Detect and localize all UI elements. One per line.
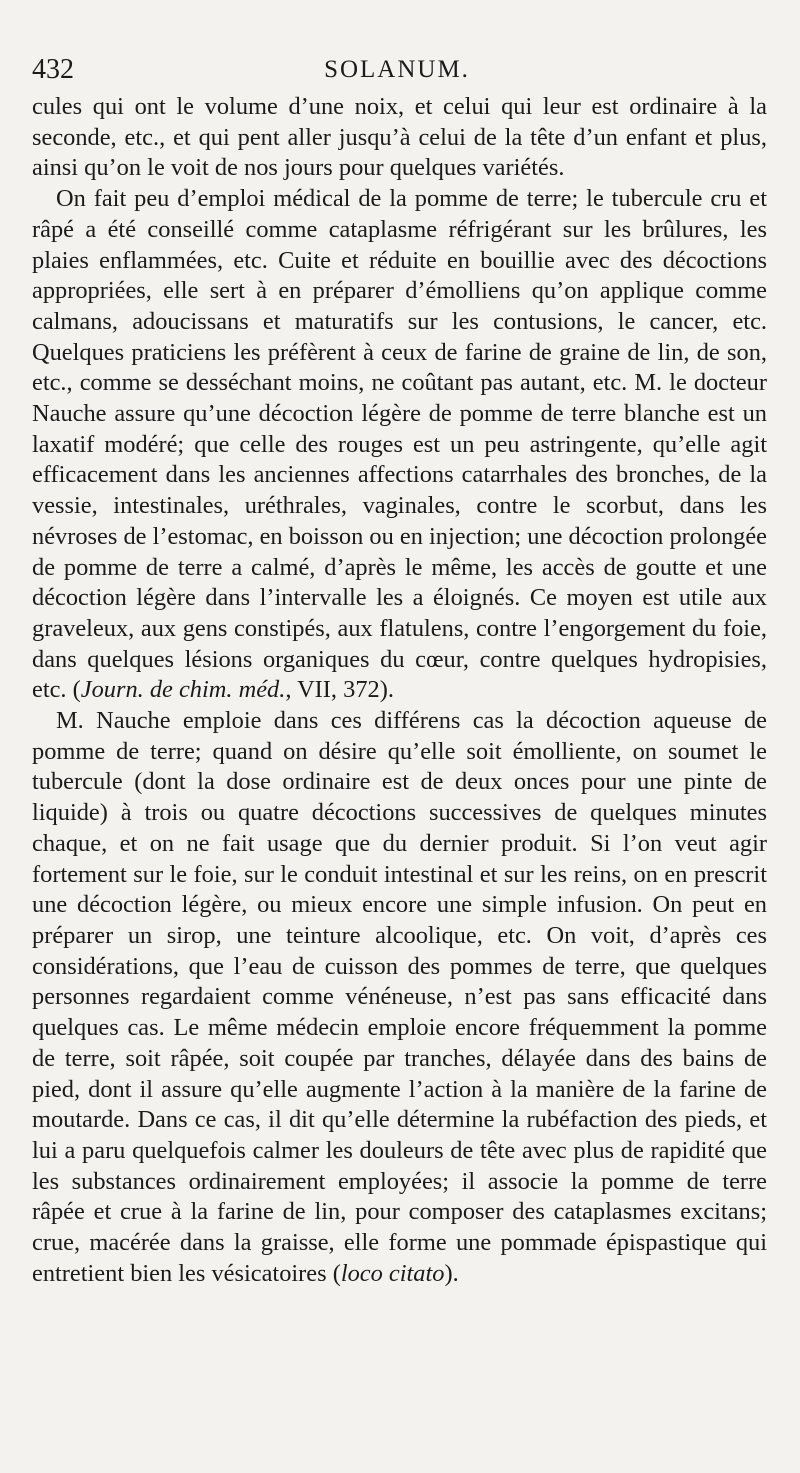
text-segment: cules qui ont le volume d’une noix, et celui qui leur est ordinaire à la seconde, etc., et qui pent aller jusqu’à celui de la tête d’un enfant et plus, ainsi qu’on le voit de nos jours pour quelques variétés. (32, 93, 767, 182)
running-title: SOLANUM. (324, 56, 470, 83)
text-segment: M. Nauche emploie dans ces différens cas la décoction aqueuse de pomme de terre; quand on désire qu’elle soit émolliente, on soumet le tubercule (dont la dose ordinaire est de deux onces pour une pinte de liquide) à trois ou quatre décoctions successives de quelques minutes chaque, et on ne fait usage que du dernier produit. Si l’on veut agir fortement sur le foie, sur le conduit intestinal et sur les reins, on en prescrit une décoction légère, ou mieux encore une simple infusion. On peut en préparer un sirop, une teinture alcoolique, etc. On voit, d’après ces considérations, que l’eau de cuisson des pommes de terre, que quelques personnes regardaient comme vénéneuse, n’est pas sans efficacité dans quelques cas. Le même médecin emploie encore fréquemment la pomme de terre, soit râpée, soit coupée par tranches, délayée dans des bains de pied, dont il assure qu’elle augmente l’action à la manière de la farine de moutarde. Dans ce cas, il dit qu’elle détermine la rubéfaction des pieds, et lui a paru quelquefois calmer les douleurs de tête avec plus de rapidité que les substances ordinairement employées; il associe la pomme de terre râpée et crue à la farine de lin, pour composer des cataplasmes excitans; crue, macérée dans la graisse, elle forme une pommade épispastique qui entretient bien les vésicatoires ( (32, 707, 767, 1287)
citation-reference: loco citato (340, 1259, 445, 1287)
paragraph (32, 92, 767, 184)
text-segment: ). (444, 1259, 459, 1287)
page-number: 432 (32, 54, 74, 85)
page-header (32, 54, 762, 86)
citation-title: Journ. de chim. méd. (80, 676, 286, 704)
text-segment: , VII, 372). (285, 676, 394, 704)
paragraph (32, 706, 767, 1289)
body-text (32, 92, 767, 1289)
text-segment: On fait peu d’emploi médical de la pomme de terre; le tubercule cru et râpé a été conseillé comme cataplasme réfrigérant sur les brûlures, les plaies enflammées, etc. Cuite et réduite en bouillie avec des décoctions appropriées, elle sert à en préparer d’émolliens qu’on applique comme calmans, adoucissans et maturatifs sur les contusions, le cancer, etc. Quelques praticiens les préfèrent à ceux de farine de graine de lin, de son, etc., comme se desséchant moins, ne coûtant pas autant, etc. M. le docteur Nauche assure qu’une décoction légère de pomme de terre blanche est un laxatif modéré; que celle des rouges est un peu astringente, qu’elle agit efficacement dans les anciennes affections catarrhales des bronches, de la vessie, intestinales, uréthrales, vaginales, contre le scorbut, dans les névroses de l’estomac, en boisson ou en injection; une décoction prolongée de pomme de terre a calmé, d’après le même, les accès de goutte et une décoction légère dans l’intervalle les a éloignés. Ce moyen est utile aux graveleux, aux gens constipés, aux flatulens, contre l’engorgement du foie, dans quelques lésions organiques du cœur, contre quelques hydropisies, etc. ( (32, 185, 767, 704)
paragraph (32, 184, 767, 706)
